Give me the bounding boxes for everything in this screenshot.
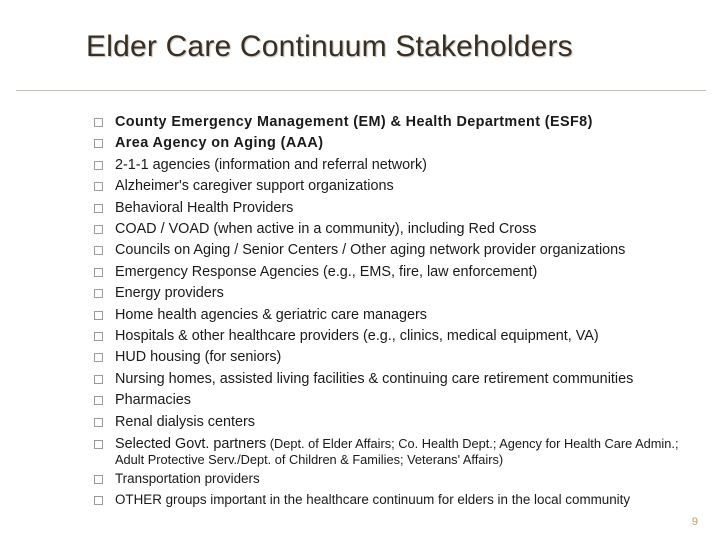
list-item-text: Home health agencies & geriatric care managers [115,306,427,323]
list-item-text: County Emergency Management (EM) & Health Department (ESF8) [115,114,593,130]
list-item-text: HUD housing (for seniors) [115,349,282,366]
list-item-text: Pharmacies [115,392,191,409]
slide-title: Elder Care Continuum Stakeholders [86,30,573,63]
list-item [94,305,708,326]
square-bullet-icon [94,375,103,384]
list-item-text: Nursing homes, assisted living facilities & continuing care retirement communities [115,370,634,387]
square-bullet-icon [94,289,103,298]
list-item-lead: Selected Govt. partners [115,436,267,453]
list-item [94,369,708,390]
stakeholder-list [94,112,708,510]
list-item-text: Energy providers [115,285,224,302]
list-item [94,112,708,133]
list-item [94,219,708,240]
list-item-text: Hospitals & other healthcare providers (e.g., clinics, medical equipment, VA) [115,328,599,345]
list-item [94,390,708,411]
square-bullet-icon [94,440,103,449]
list-item [94,198,708,219]
list-item-text: Alzheimer's caregiver support organizations [115,178,394,195]
list-item [94,133,708,154]
square-bullet-icon [94,311,103,320]
list-item [94,240,708,261]
square-bullet-icon [94,225,103,234]
square-bullet-icon [94,496,103,505]
square-bullet-icon [94,246,103,255]
list-item [94,326,708,347]
list-item-text: OTHER groups important in the healthcare continuum for elders in the local community [115,491,631,507]
list-item-text: Area Agency on Aging (AAA) [115,135,324,152]
square-bullet-icon [94,475,103,484]
square-bullet-icon [94,118,103,127]
list-item-text: Behavioral Health Providers [115,199,294,216]
square-bullet-icon [94,161,103,170]
list-item [94,155,708,176]
list-item-text: Transportation providers [115,471,260,487]
list-item-text: 2-1-1 agencies (information and referral network) [115,156,427,173]
title-divider [16,90,706,91]
square-bullet-icon [94,182,103,191]
square-bullet-icon [94,332,103,341]
list-item-text: (Dept. of Elder Affairs; Co. Health Dept.; Agency for Health Care Admin.; Adult Protective Serv./Dept. of Children & Families; Veterans' Affairs) [115,436,679,468]
list-item [94,433,708,469]
square-bullet-icon [94,418,103,427]
list-item [94,283,708,304]
page-number: 9 [691,516,698,528]
square-bullet-icon [94,353,103,362]
list-item [94,347,708,368]
square-bullet-icon [94,204,103,213]
list-item [94,490,708,511]
list-item-text: Councils on Aging / Senior Centers / Other aging network provider organizations [115,242,626,259]
square-bullet-icon [94,139,103,148]
list-item [94,469,708,490]
list-item [94,176,708,197]
list-item-text: COAD / VOAD (when active in a community), including Red Cross [115,221,537,238]
list-item [94,262,708,283]
list-item-text: Renal dialysis centers [115,413,255,430]
list-item [94,412,708,433]
list-item-text: Emergency Response Agencies (e.g., EMS, fire, law enforcement) [115,263,538,280]
square-bullet-icon [94,268,103,277]
square-bullet-icon [94,396,103,405]
